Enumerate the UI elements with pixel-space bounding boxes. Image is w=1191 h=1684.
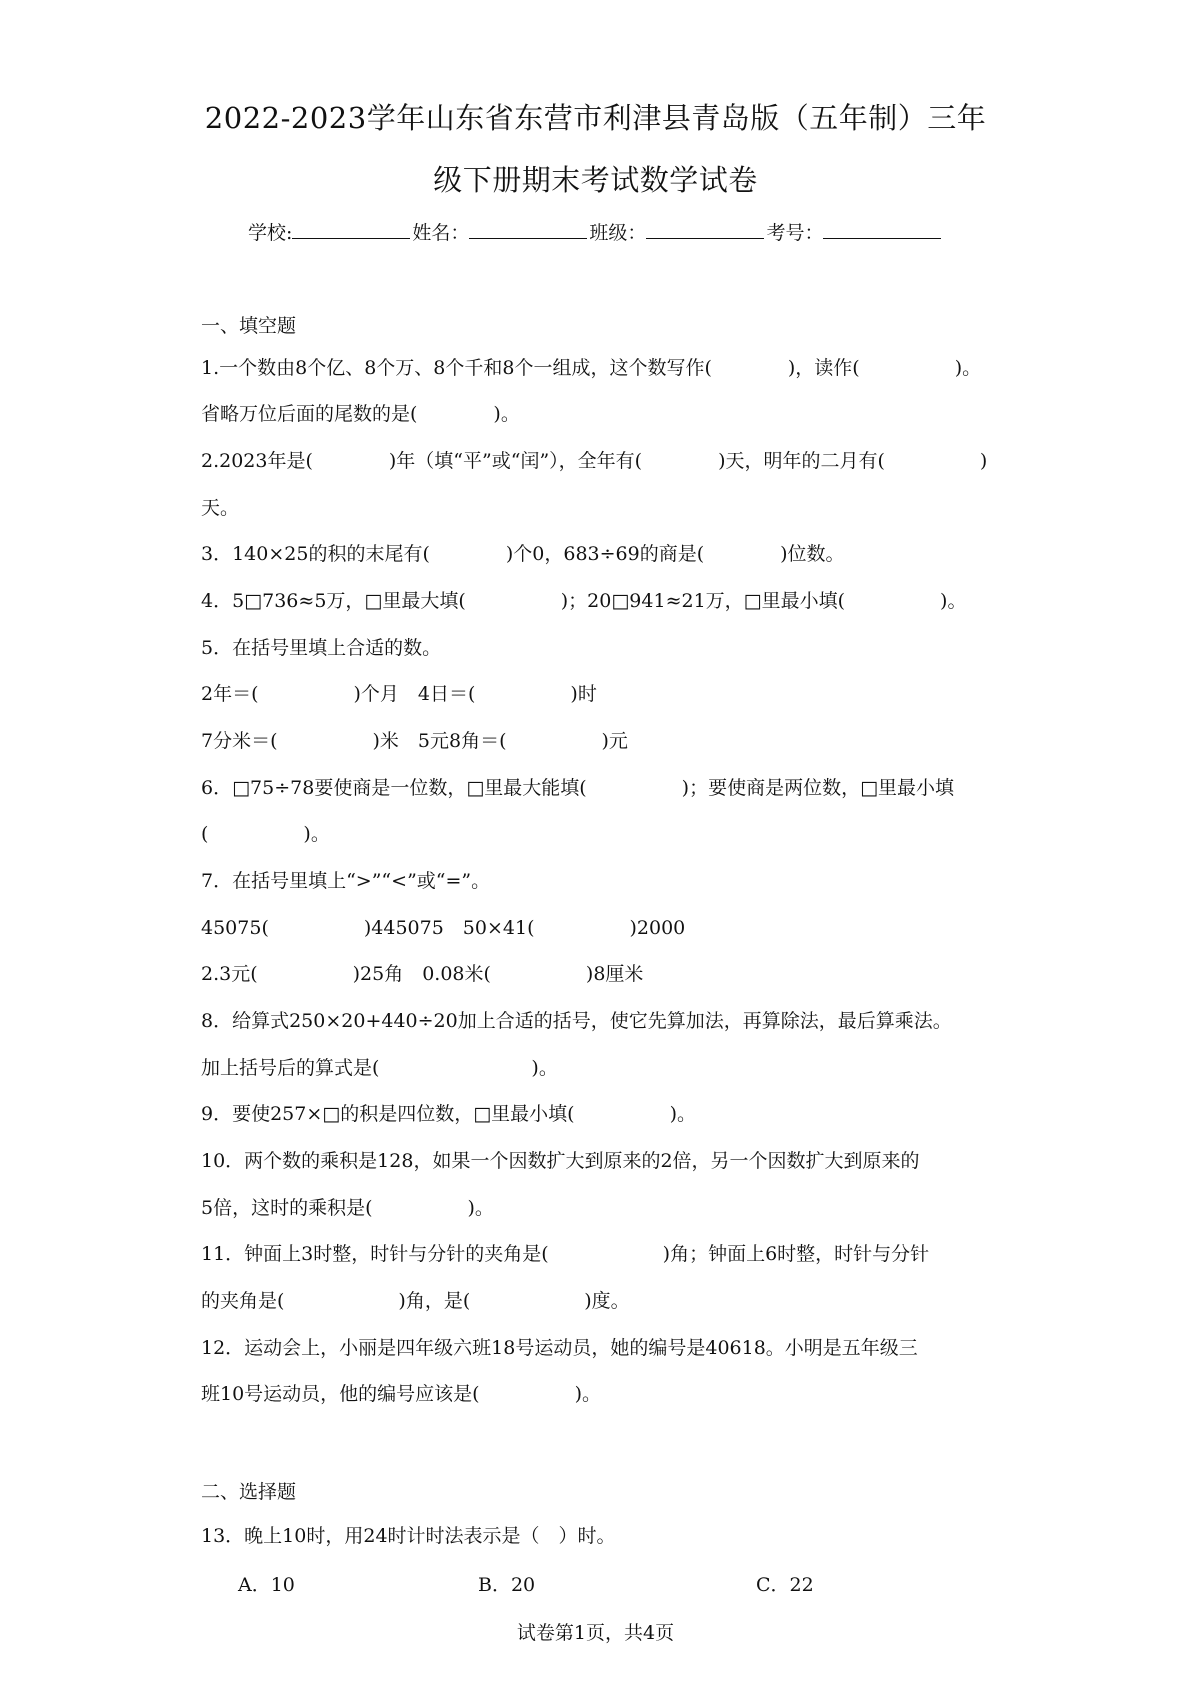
student-info-row — [248, 218, 943, 245]
question-line: 4．5□736≈5万，□里最大填( )；20□941≈21万，□里最小填( )。 — [201, 590, 967, 612]
question-line: 5．在括号里填上合适的数。 — [201, 637, 442, 659]
question-line: 1.一个数由8个亿、8个万、8个千和8个一组成，这个数写作( )，读作( )。 — [201, 357, 982, 379]
question-line: 9．要使257×□的积是四位数，□里最小填( )。 — [201, 1103, 697, 1125]
question-line: 省略万位后面的尾数的是( )。 — [201, 403, 520, 425]
class-label: 班级： — [589, 222, 647, 244]
number-label: 考号： — [766, 222, 824, 244]
school-label: 学校: — [248, 222, 293, 244]
option-b[interactable]: B．20 — [478, 1574, 536, 1596]
question-line: 12．运动会上，小丽是四年级六班18号运动员，她的编号是40618。小明是五年级三 — [201, 1337, 918, 1359]
question-line: 天。 — [201, 497, 240, 519]
exam-title-line-2: 级下册期末考试数学试卷 — [433, 163, 758, 197]
page-footer: 试卷第1页，共4页 — [516, 1622, 675, 1644]
question-line: 8．给算式250×20+440÷20加上合适的括号，使它先算加法，再算除法，最后算乘法。 — [201, 1010, 952, 1032]
question-line: 6．□75÷78要使商是一位数，□里最大能填( )；要使商是两位数，□里最小填 — [201, 777, 955, 799]
school-blank[interactable] — [292, 220, 410, 239]
question-line: 2.3元( )25角 0.08米( )8厘米 — [201, 963, 644, 985]
question-line: 2年＝( )个月 4日＝( )时 — [201, 683, 597, 705]
section-title-multiple-choice: 二、选择题 — [201, 1481, 297, 1503]
question-line: 11．钟面上3时整，时针与分针的夹角是( )角；钟面上6时整，时针与分针 — [201, 1243, 930, 1265]
question-line: 5倍，这时的乘积是( )。 — [201, 1197, 494, 1219]
question-line: 的夹角是( )角，是( )度。 — [201, 1290, 630, 1312]
question-13: 13．晚上10时，用24时计时法表示是（ ）时。 — [201, 1525, 616, 1547]
section-title-fill-blank: 一、填空题 — [201, 315, 297, 337]
name-label: 姓名： — [412, 222, 470, 244]
option-a[interactable]: A．10 — [238, 1574, 295, 1596]
question-line: 2.2023年是( )年（填“平”或“闰”），全年有( )天，明年的二月有( ) — [201, 450, 988, 472]
question-line: 45075( )445075 50×41( )2000 — [201, 917, 686, 939]
question-line: 7分米＝( )米 5元8角＝( )元 — [201, 730, 628, 752]
option-c[interactable]: C．22 — [756, 1574, 814, 1596]
number-blank[interactable] — [823, 220, 941, 239]
exam-title-line-1: 2022-2023学年山东省东营市利津县青岛版（五年制）三年 — [204, 101, 987, 135]
question-line: 班10号运动员，他的编号应该是( )。 — [201, 1383, 602, 1405]
question-line: 10．两个数的乘积是128，如果一个因数扩大到原来的2倍，另一个因数扩大到原来的 — [201, 1150, 920, 1172]
name-blank[interactable] — [469, 220, 587, 239]
class-blank[interactable] — [646, 220, 764, 239]
question-line: 7．在括号里填上“>”“<”或“=”。 — [201, 870, 491, 892]
question-line: 加上括号后的算式是( )。 — [201, 1057, 558, 1079]
question-line: ( )。 — [201, 823, 330, 845]
question-line: 3．140×25的积的末尾有( )个0，683÷69的商是( )位数。 — [201, 543, 845, 565]
